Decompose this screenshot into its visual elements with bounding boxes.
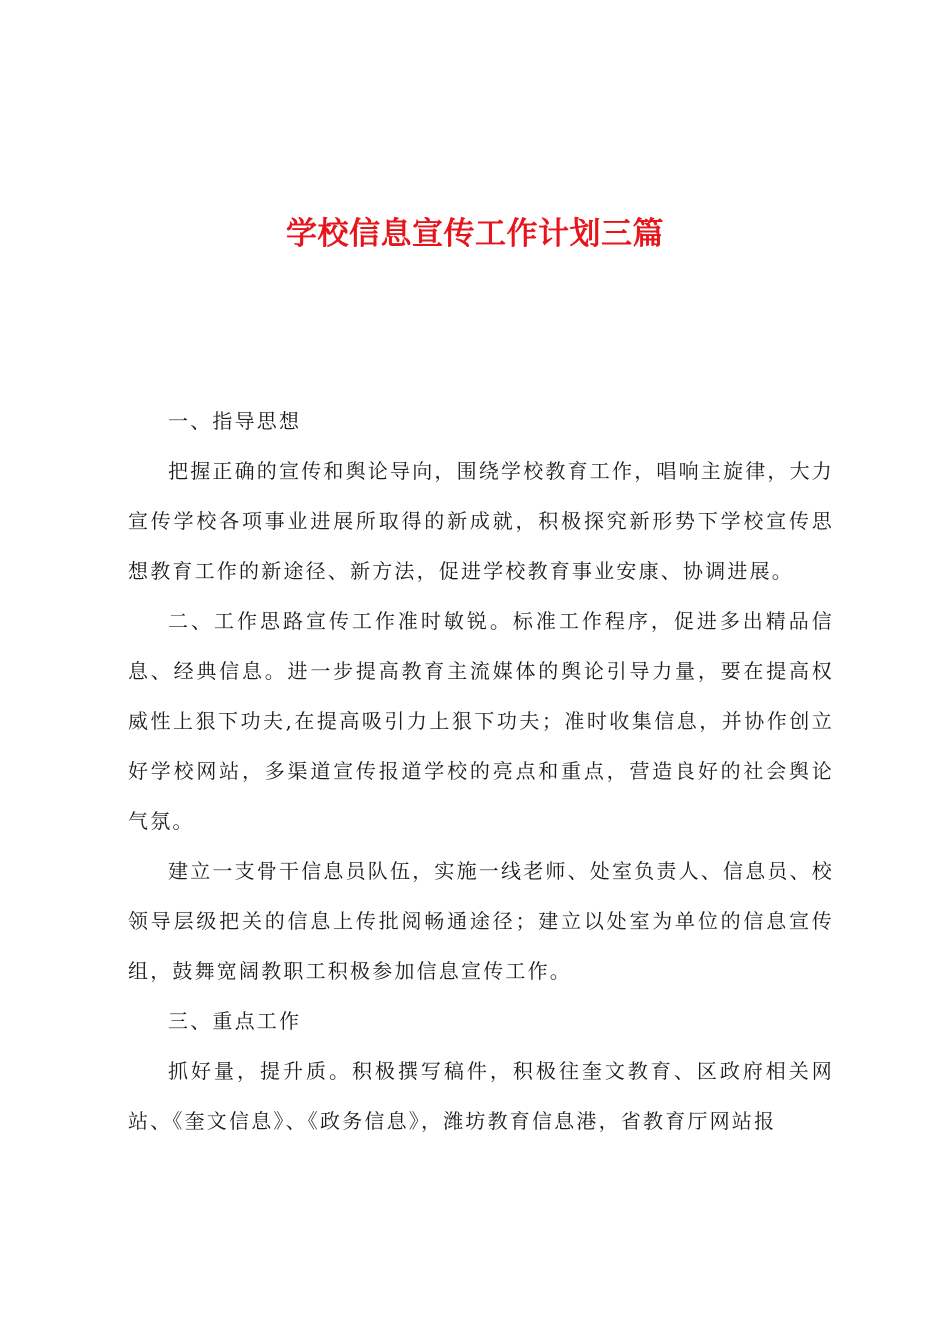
paragraph-key-work: 抓好量，提升质。积极撰写稿件，积极往奎文教育、区政府相关网站、《奎文信息》、《政务信息》，潍坊教育信息港，省教育厅网站报 (128, 1059, 834, 1133)
document-title: 学校信息宣传工作计划三篇 (286, 216, 664, 252)
paragraph-work-approach: 二、工作思路宣传工作准时敏锐。标准工作程序，促进多出精品信息、经典信息。进一步提高教育主流媒体的舆论引导力量，要在提高权威性上狠下功夫,在提高吸引力上狠下功夫；准时收集信息，并协作创立好学校网站，多渠道宣传报道学校的亮点和重点，营造良好的社会舆论气氛。 (128, 609, 834, 833)
section-heading-guiding-thought: 一、指导思想 (168, 409, 302, 433)
section-heading-key-work: 三、重点工作 (168, 1009, 302, 1033)
paragraph-info-team: 建立一支骨干信息员队伍，实施一线老师、处室负责人、信息员、校领导层级把关的信息上传批阅畅通途径；建立以处室为单位的信息宣传组，鼓舞宽阔教职工积极参加信息宣传工作。 (128, 859, 834, 983)
paragraph-guiding-thought: 把握正确的宣传和舆论导向，围绕学校教育工作，唱响主旋律，大力宣传学校各项事业进展所取得的新成就，积极探究新形势下学校宣传思想教育工作的新途径、新方法，促进学校教育事业安康、协调进展。 (128, 459, 834, 583)
document-body (128, 396, 834, 1146)
